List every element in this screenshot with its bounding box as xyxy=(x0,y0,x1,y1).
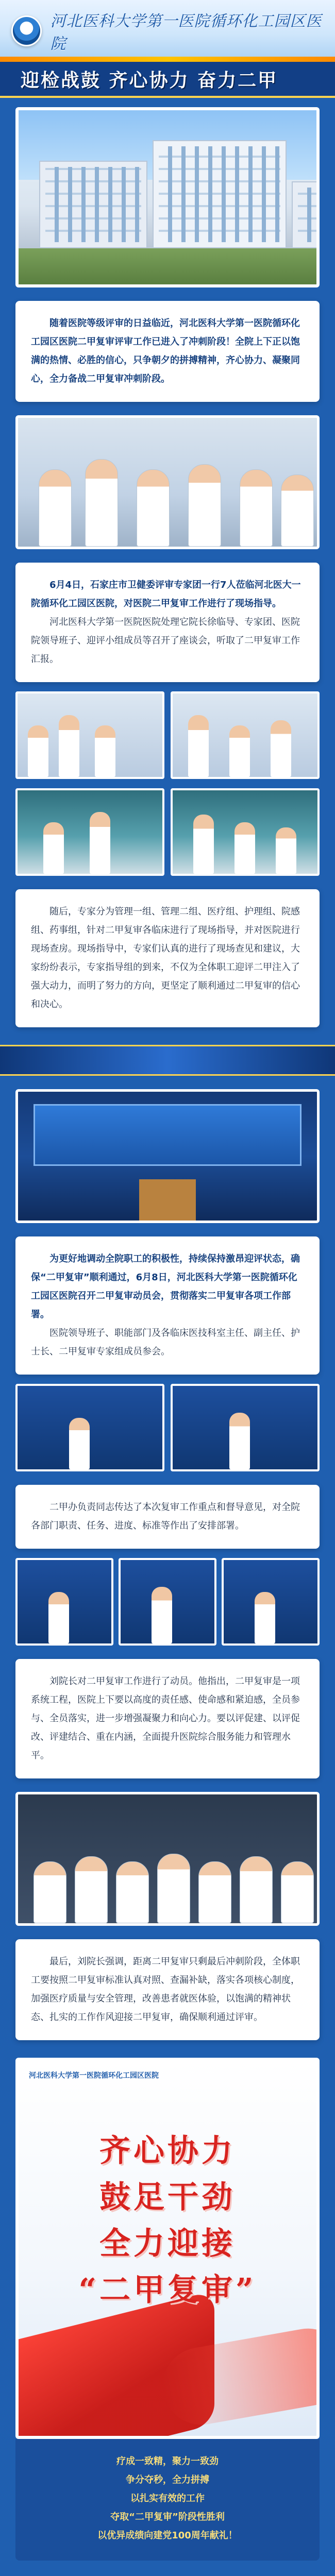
podium-photos xyxy=(15,1558,320,1646)
section1-card xyxy=(15,563,320,682)
hero-image xyxy=(15,107,320,287)
section1-body: 河北医科大学第一医院医院处理它院长徐临导、专家团、医院院领导班子、迎评小组成员等召开了座谈会，听取了二甲复审工作汇报。 xyxy=(31,617,300,665)
person-figure xyxy=(281,474,314,547)
person-figure xyxy=(28,725,48,777)
person-figure xyxy=(229,1413,250,1469)
section3-lead: 为更好地调动全院职工的积极性，持续保持激昂迎评状态，确保“二甲复审”顺利通过，6月8日，河北医科大学第一医院循环化工园区医院召开二甲复审动员会，贯彻落实二甲复审各项工作部署。 xyxy=(31,1253,300,1320)
podium xyxy=(139,1179,196,1221)
person-figure xyxy=(188,464,221,547)
person-figure xyxy=(34,1861,66,1923)
section6-text: 最后，刘院长强调，距离二甲复审只剩最后冲刺阶段，全体职工要按照二甲复审标准认真对照、查漏补缺，落实各项核心制度，加强医疗质量与安全管理，改善患者就医体验，以饱满的精神状态、扎实的工作作风迎接二甲复审，确保顺利通过评审。 xyxy=(31,1956,300,2023)
section4-text: 二甲办负责同志传达了本次复审工作重点和督导意见，对全院各部门职责、任务、进度、标准等作出了安排部署。 xyxy=(31,1502,300,1531)
ward-photo xyxy=(15,788,164,876)
person-figure xyxy=(116,1861,149,1923)
slogan-line: 齐心协力 xyxy=(99,2133,236,2169)
inspection-photo xyxy=(171,691,320,779)
person-figure xyxy=(75,1856,108,1923)
person-figure xyxy=(95,725,115,777)
hospital-name: 河北医科大学第一医院循环化工园区医院 xyxy=(50,12,322,53)
stage-screen xyxy=(34,1104,301,1166)
closing-line: 疗成一致精，聚力一致劲 xyxy=(116,2456,219,2467)
slogan-line: 鼓足干劲 xyxy=(99,2179,236,2215)
section3-body: 医院领导班子、职能部门及各临床医技科室主任、副主任、护士长、二甲复审专家组成员参会。 xyxy=(31,1328,300,1357)
person-figure xyxy=(59,715,79,777)
audience-photo xyxy=(15,1792,320,1926)
inspection-photos-row1 xyxy=(15,691,320,779)
section4-card xyxy=(15,1485,320,1549)
person-figure xyxy=(137,469,170,547)
slogan-line: “二甲复审” xyxy=(78,2272,257,2308)
person-figure xyxy=(281,1861,314,1923)
person-figure xyxy=(39,469,72,547)
page-footer-spacer xyxy=(0,2561,335,2576)
mobilization-meeting-photo xyxy=(15,1089,320,1223)
section6-card xyxy=(15,1939,320,2040)
inspection-photo xyxy=(15,691,164,779)
person-figure xyxy=(193,815,214,874)
section5-card xyxy=(15,1659,320,1778)
speaker-photo xyxy=(222,1558,320,1646)
speaker-photo xyxy=(119,1558,216,1646)
person-figure xyxy=(255,1592,275,1643)
page-title: 迎检战鼓 齐心协力 奋力二甲 xyxy=(21,70,278,91)
ward-photo xyxy=(171,788,320,876)
meeting-photo xyxy=(15,415,320,549)
section2-card xyxy=(15,889,320,1027)
poster-slogans xyxy=(19,2128,316,2313)
header-banner xyxy=(0,0,335,62)
intro-text: 随着医院等级评审的日益临近，河北医科大学第一医院循环化工园区医院二甲复审评审工作已进入了冲刺阶段！全院上下正以饱满的热情、必胜的信心，只争朝夕的拼搏精神，齐心协力、凝聚同心，全力备战二甲复审冲刺阶段。 xyxy=(31,318,300,384)
title-bar xyxy=(0,62,335,98)
hospital-logo xyxy=(11,15,42,46)
ground xyxy=(19,248,316,284)
person-figure xyxy=(152,1587,172,1643)
building-right xyxy=(292,181,320,248)
header-divider xyxy=(0,57,335,62)
person-figure xyxy=(48,1592,69,1643)
section2-text: 随后，专家分为管理一组、管理二组、医疗组、护理组、院感组、药事组，针对二甲复审各临床进行了现场指导，并对医院进行现场查房。现场指导中，专家们认真的进行了现场查见和建议，大家纷纷表示，专家指导组的到来，不仅为全体职工迎评二甲注入了强大动力，而明了努力的方向，更坚定了顺利通过二甲复审的信心和决心。 xyxy=(31,906,300,1010)
person-figure xyxy=(198,1861,231,1923)
person-figure xyxy=(90,812,110,874)
speaker-photo xyxy=(15,1384,164,1471)
building-left xyxy=(39,161,147,248)
person-figure xyxy=(229,725,250,777)
person-figure xyxy=(240,469,273,547)
closing-line: 以优异成绩向建党100周年献礼！ xyxy=(97,2530,238,2541)
closing-line: 以扎实有效的工作 xyxy=(130,2493,205,2504)
closing-line: 争分夺秒，全力拼搏 xyxy=(126,2475,209,2485)
slogan-poster xyxy=(15,2058,320,2439)
poster-caption: 河北医科大学第一医院循环化工园区医院 xyxy=(29,2072,159,2080)
person-figure xyxy=(240,1856,273,1923)
closing-line: 夺取“二甲复审”阶段性胜利 xyxy=(110,2512,225,2522)
person-figure xyxy=(69,1418,90,1469)
inspection-photos-row2 xyxy=(15,788,320,876)
speaker-photo xyxy=(171,1384,320,1471)
person-figure xyxy=(157,1854,190,1923)
person-figure xyxy=(271,720,291,777)
section5-text: 刘院长对二甲复审工作进行了动员。他指出，二甲复审是一项系统工程，医院上下要以高度的责任感、使命感和紧迫感，全员参与、全员落实，进一步增强凝聚力和向心力。要以评促建、以评促改、评建结合、重在内涵，全面提升医院综合服务能力和管理水平。 xyxy=(31,1676,300,1761)
speaker-photos xyxy=(15,1384,320,1471)
person-figure xyxy=(43,822,64,874)
closing-box xyxy=(15,2439,320,2561)
intro-card xyxy=(15,301,320,402)
person-figure xyxy=(276,827,296,874)
section1-lead: 6月4日，石家庄市卫健委评审专家团一行7人莅临河北医大一院循环化工园区医院，对医院二甲复审工作进行了现场指导。 xyxy=(31,580,301,609)
section3-card xyxy=(15,1236,320,1375)
speaker-photo xyxy=(15,1558,113,1646)
person-figure xyxy=(188,715,209,777)
person-figure xyxy=(85,459,118,547)
building-center xyxy=(153,140,287,248)
slogan-line: 全力迎接 xyxy=(99,2226,236,2262)
section-divider-band xyxy=(0,1045,335,1076)
person-figure xyxy=(234,822,255,874)
